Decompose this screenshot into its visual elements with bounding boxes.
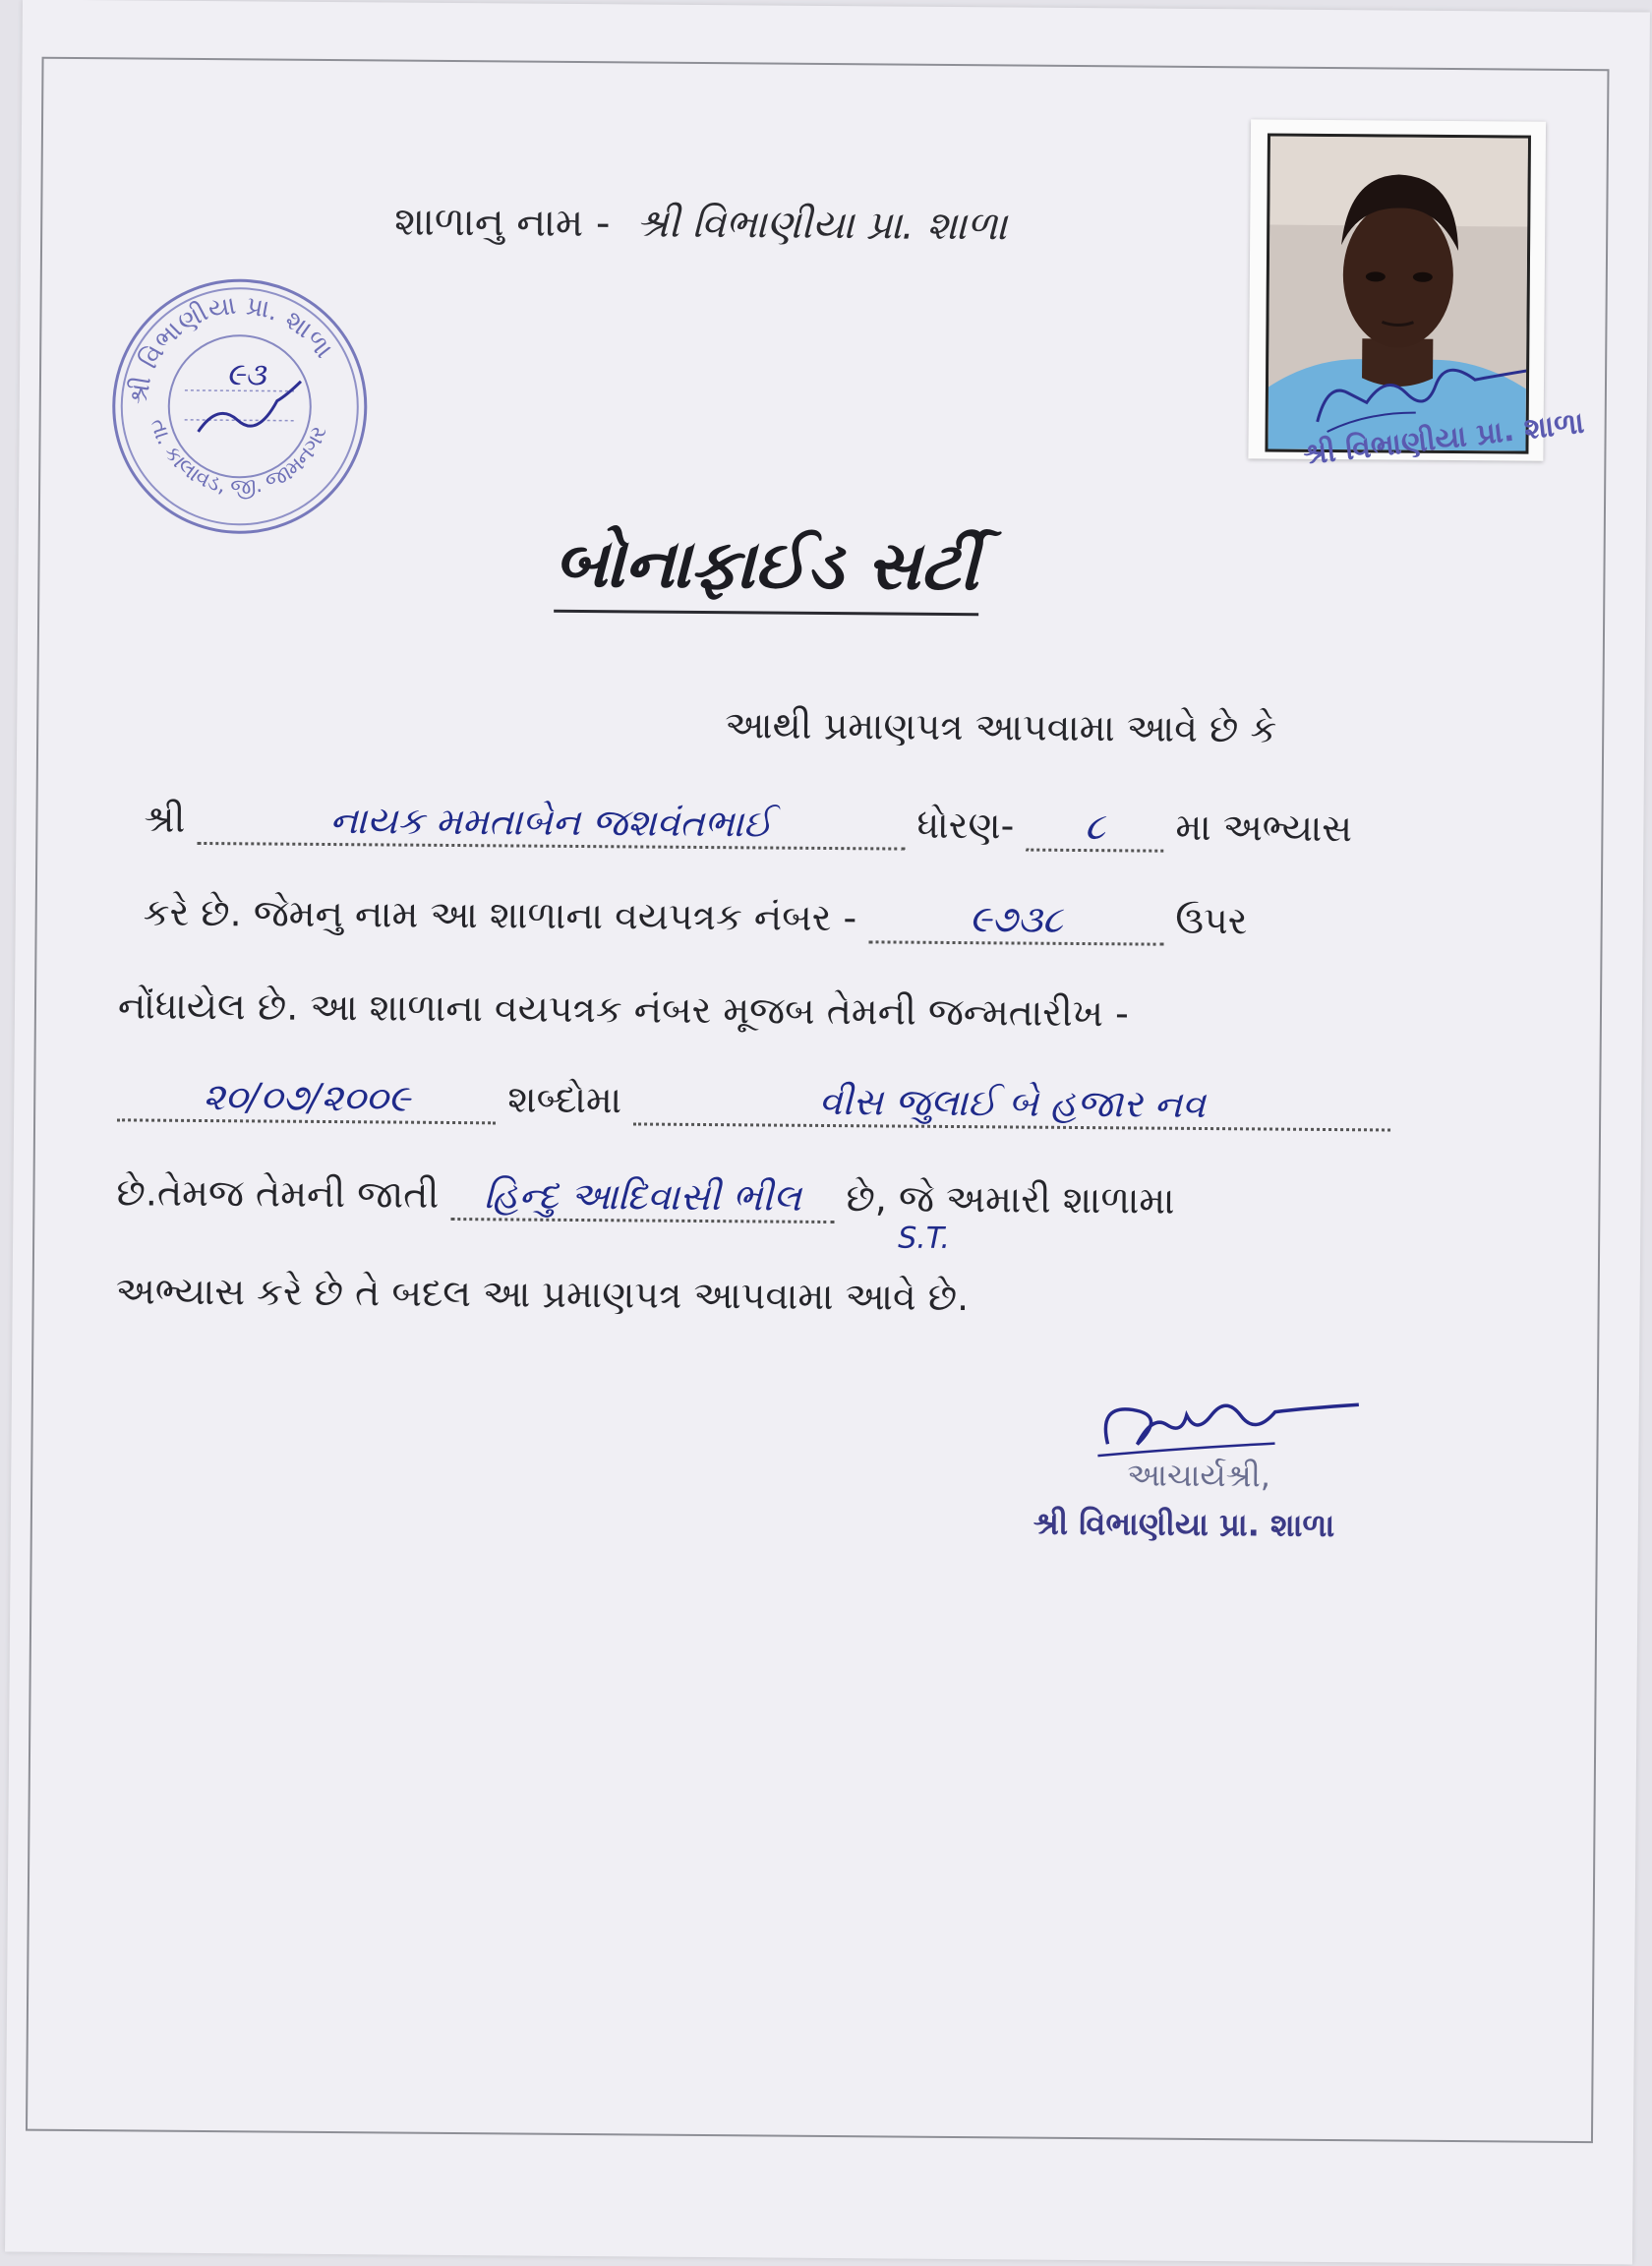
seal-number: ૯૩ xyxy=(225,355,266,393)
body-line-6 xyxy=(116,1170,1174,1225)
certificate-title: બોનાફાઈડ સર્ટી xyxy=(554,525,978,616)
body-line-2 xyxy=(144,798,1352,855)
register-number-field: ૯૭૩૮ xyxy=(868,896,1163,945)
certificate-sheet xyxy=(5,0,1650,2264)
body-line-1: આથી પ્રમાણપત્ર આપવામા આવે છે કે xyxy=(725,703,1277,751)
student-photo xyxy=(1265,133,1531,453)
seal-top-text: શ્રી વિભાણીયા પ્રા. શાળા xyxy=(123,290,339,407)
shri-label: શ્રી xyxy=(144,797,186,841)
words-label: શબ્દોમા xyxy=(507,1077,622,1122)
std-label: ધોરણ- xyxy=(916,803,1015,848)
student-name-field: નાયક મમતાબેન જશવંતભાઈ xyxy=(197,798,905,851)
student-photo-frame xyxy=(1248,119,1546,460)
school-header xyxy=(394,200,1007,250)
photo-stamp-text: શ્રી વિભાણીયા પ્રા. શાળા xyxy=(1301,405,1586,473)
body-line-3 xyxy=(144,891,1248,947)
st-note: S.T. xyxy=(898,1221,951,1256)
principal-school-stamp: શ્રી વિભાણીયા પ્રા. શાળા xyxy=(1032,1504,1335,1545)
seal-bottom-text: તા. કાલાવડ, જી. જામનગર xyxy=(145,415,332,501)
caste-field: હિન્દુ આદિવાસી ભીલ xyxy=(450,1173,834,1223)
caste-label: છે.તેમજ તેમની જાતી xyxy=(116,1170,440,1217)
principal-signature-block xyxy=(1018,1395,1392,1584)
school-label: શાળાનુ નામ - xyxy=(394,199,611,247)
dob-words-field: વીસ જુલાઈ બે હજાર નવ xyxy=(633,1078,1390,1131)
study-label: મા અભ્યાસ xyxy=(1175,805,1353,851)
body-line-4: નોંધાયેલ છે. આ શાળાના વયપત્રક નંબર મૂજબ તેમની જન્મતારીખ - xyxy=(117,984,1129,1036)
register-label: કરે છે. જેમનુ નામ આ શાળાના વયપત્રક નંબર - xyxy=(143,890,857,940)
body-line-5 xyxy=(117,1074,1390,1131)
school-name: શ્રી વિભાણીયા પ્રા. શાળા xyxy=(635,201,1008,250)
dob-field: ૨૦/૦૭/૨૦૦૯ xyxy=(117,1074,496,1124)
caste-suffix: છે, જે અમારી શાળામા xyxy=(846,1176,1175,1222)
principal-title: આચાર્યશ્રી, xyxy=(1127,1456,1271,1495)
body-line-7: અભ્યાસ કરે છે તે બદલ આ પ્રમાણપત્ર આપવામા આવે છે. xyxy=(115,1269,970,1320)
std-field: ૮ xyxy=(1026,805,1163,853)
school-seal xyxy=(107,273,373,539)
upar-label: ઉપર xyxy=(1175,898,1248,943)
